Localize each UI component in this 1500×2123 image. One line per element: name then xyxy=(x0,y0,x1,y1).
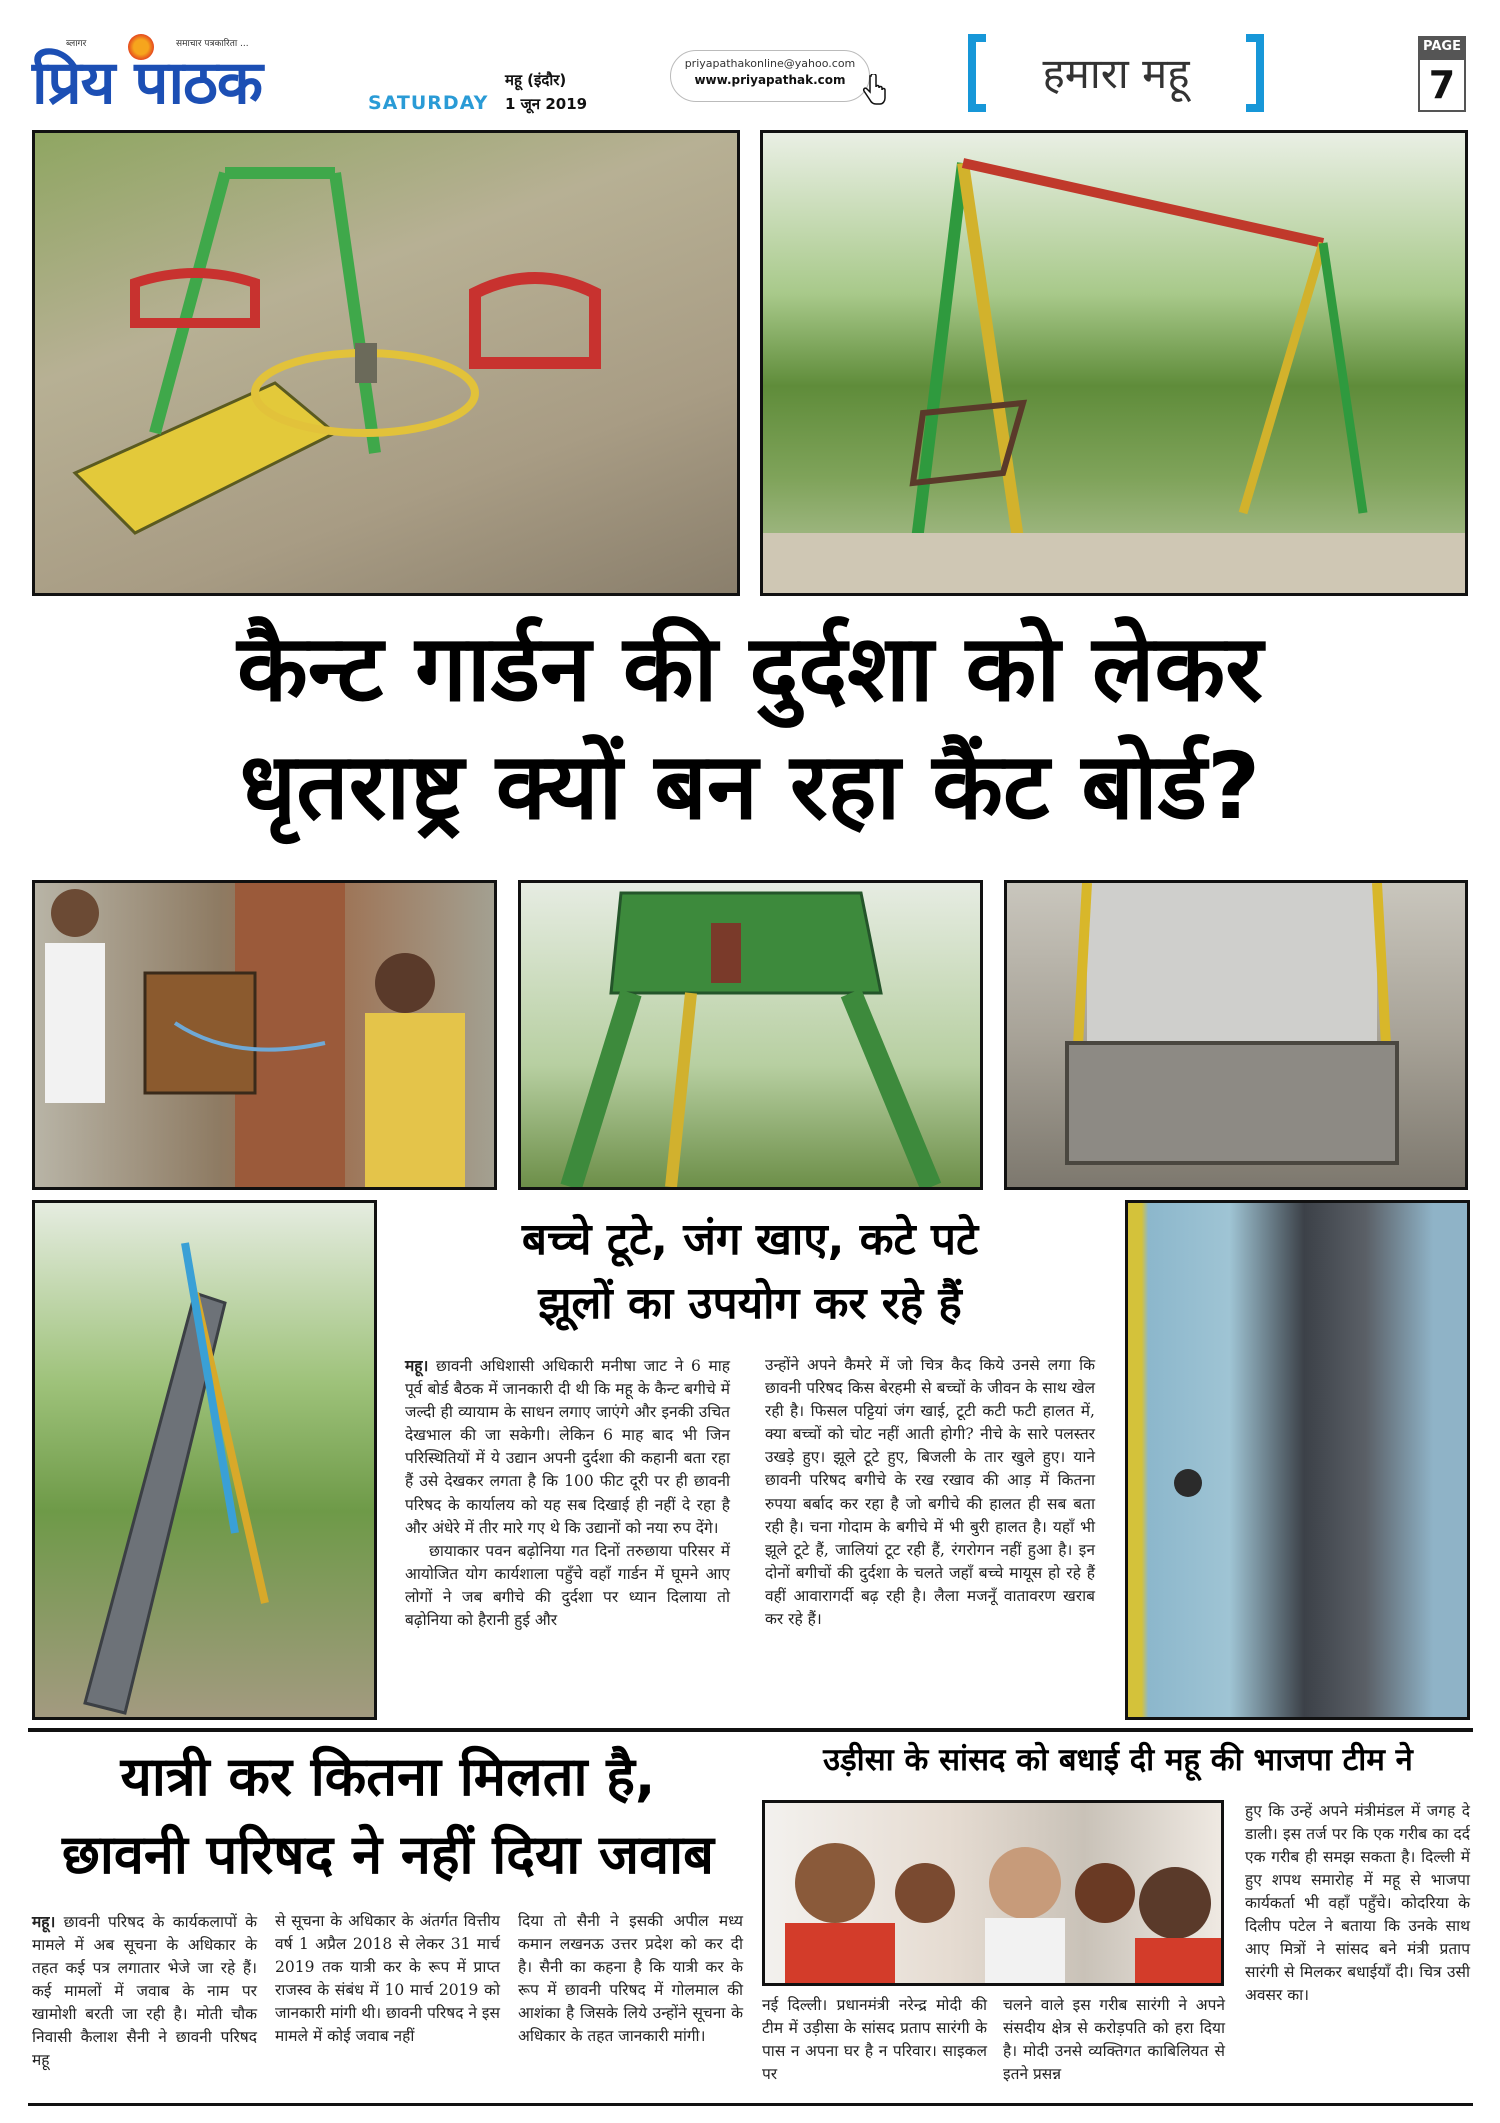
story1-headline xyxy=(400,1208,1100,1336)
photo-broken-merry-go-round xyxy=(32,130,740,596)
edition-date: 1 जून 2019 xyxy=(505,95,588,113)
contact-badge xyxy=(670,50,870,102)
weekday: SATURDAY xyxy=(368,92,489,114)
story2-column-2: से सूचना के अधिकार के अंतर्गत वित्तीय वर्ष 1 अप्रैल 2018 से लेकर 31 मार्च 2019 तक यात्री कर के रूप में प्राप्त राजस्व के संबंध में 10 मार्च 2019 को जानकारी मांगी थी। छावनी परिषद ने इस मामले में कोई जवाब नहीं xyxy=(275,1912,500,2045)
photo-slide-damaged-surface xyxy=(1125,1200,1470,1720)
photo-bjp-team-meeting xyxy=(762,1800,1224,1986)
headline-line-1: कैन्ट गार्डन की दुर्दशा को लेकर xyxy=(237,615,1263,722)
story2-col1-text: छावनी परिषद के कार्यकलापों के मामले में अब सूचना के अधिकार के तहत कई पत्र लगातार भेजे जा रहे हैं। कई मामलों में जवाब के नाम पर खामोशी बरती जा रही है। मोती चौक निवासी कैलाश सैनी ने छावनी परिषद महू xyxy=(32,1913,257,2069)
page-label: PAGE xyxy=(1418,36,1466,58)
story1-headline-line-2: झूलों का उपयोग कर रहे हैं xyxy=(538,1278,962,1329)
newspaper-logo[interactable]: प्रिय पाठक xyxy=(32,48,262,118)
story2-column-1 xyxy=(32,1910,257,2072)
bottom-rule xyxy=(28,2103,1473,2106)
photo-damaged-slide xyxy=(1004,880,1468,1190)
story2-headline-line-2: छावनी परिषद ने नहीं दिया जवाब xyxy=(62,1823,714,1886)
page-number: 7 xyxy=(1418,58,1466,112)
story1-col1-para1: छावनी अधिशासी अधिकारी मनीषा जाट ने 6 माह पूर्व बोर्ड बैठक में जानकारी दी थी कि महू के कैन्ट बगीचे में जल्दी ही व्यायाम के साधन लगाए जाएंगे और इनकी उचित देखभाल की जा सकेगी। लेकिन 6 माह बाद भी जिन परिस्थितियों में ये उद्यान अपनी दुर्दशा की कहानी बता रहा हैं उसे देखकर लगता है कि 100 फीट दूरी पर ही छावनी परिषद के कार्यालय को यह सब दिखाई ही नहीं दे रहा है और अंधेरे में तीर मारे गए थे कि उद्यानों को नया रुप देंगे। xyxy=(405,1357,730,1537)
photo-slide-left xyxy=(32,1200,377,1720)
story1-dateline: महू। xyxy=(405,1356,429,1375)
story2-dateline: महू। xyxy=(32,1912,56,1931)
story1-column-2: उन्होंने अपने कैमरे में जो चित्र कैद किये उनसे लगा कि छावनी परिषद किस बेरहमी से बच्चों के जीवन के साथ खेल रही है। फिसल पट्टियां जंग खाई, टूटी कटी फटी हालत में, क्या बच्चों को चोट नहीं आती होगी? नीचे के सारे पलस्तर उखड़े हुए। झूले टूटे हुए, बिजली के तार खुले हुए। याने छावनी परिषद बगीचे के रख रखाव की आड़ में कितना रुपया बर्बाद कर रहा है जो बगीचे की हालत ही सब बता रही है। चना गोदाम के बगीचे में भी बुरी हालत है। यहाँ भी झूले टूटे हैं, जालियां टूट रही हैं, रंगरोगन नहीं हुआ है। इन दोनों बगीचों की दुर्दशा के चलते जहाँ बच्चे मायूस हो रहे हैं वहीं आवारागर्दी बढ़ रही है। लैला मजनूँ वातावरण खराब कर रहे हैं। xyxy=(765,1356,1095,1629)
section-title: हमारा महू xyxy=(1042,49,1190,98)
bracket-right xyxy=(1246,34,1264,112)
story2-column-3: दिया तो सैनी ने इसकी अपील मध्य कमान लखनऊ उत्तर प्रदेश को कर दी है। सैनी का कहना है कि यात्री कर के रूप में छावनी परिषद में गोलमाल की आशंका है जिसके लिये उन्होंने सूचना के अधिकार के तहत जानकारी मांगी। xyxy=(518,1912,743,2045)
main-headline xyxy=(40,610,1460,846)
story1-headline-line-1: बच्चे टूटे, जंग खाए, कटे पटे xyxy=(521,1214,979,1265)
photo-exposed-wires xyxy=(32,880,497,1190)
logo-tagline-right: समाचार पत्रकारिता ... xyxy=(176,39,249,49)
section-divider xyxy=(28,1728,1473,1732)
contact-email[interactable]: priyapathakonline@yahoo.com xyxy=(684,57,856,70)
headline-line-2: धृतराष्ट्र क्यों बन रहा कैंट बोर्ड? xyxy=(239,733,1261,840)
story2-headline-line-1: यात्री कर कितना मिलता है, xyxy=(120,1745,656,1808)
story1-col1-para2: छायाकार पवन बढ़ोनिया गत दिनों तरुछाया परिसर में आयोजित योग कार्यशाला पहुँचे वहाँ गार्डन में घूमने आए लोगों ने जब बगीचे की दुर्दशा पर ध्यान दिलाया तो बढ़ोनिया को हैरानी हुई और xyxy=(405,1541,730,1630)
pointing-hand-icon xyxy=(862,74,886,108)
photo-rusted-swing-frame xyxy=(518,880,983,1190)
logo-tagline-left: ब्लागर xyxy=(66,39,87,49)
story3-column-3: हुए कि उन्हें अपने मंत्रीमंडल में जगह दे डाली। इस तर्ज पर कि एक गरीब का दर्द एक गरीब ही समझ सकता है। दिल्ली में हुए शपथ समारोह में महू से भाजपा कार्यकर्ता भी वहाँ पहुँचे। कोदरिया के दिलीप पटेल ने बताया कि उनके साथ आए मित्रों ने सांसद बने मंत्री प्रताप सारंगी से मिलकर बधाईयाँ दी। चित्र उसी अवसर का। xyxy=(1245,1802,1470,2004)
section-header xyxy=(968,34,1264,112)
story2-headline xyxy=(28,1738,748,1894)
story1-column-1 xyxy=(405,1354,730,1632)
contact-website[interactable]: www.priyapathak.com xyxy=(694,73,846,87)
story3-column-2: चलने वाले इस गरीब सारंगी ने अपने संसदीय क्षेत्र से करोड़पति को हरा दिया है। मोदी उनसे व्यक्तिगत काबिलियत से इतने प्रसन्न xyxy=(1003,1996,1225,2083)
edition-place: महू (इंदौर) xyxy=(505,71,567,89)
photo-broken-swing xyxy=(760,130,1468,596)
story3-headline: उड़ीसा के सांसद को बधाई दी महू की भाजपा टीम ने xyxy=(823,1742,1413,1778)
story3-column-1: नई दिल्ली। प्रधानमंत्री नरेन्द्र मोदी की टीम में उड़ीसा के सांसद प्रताप सारंगी के पास न अपना घर है न परिवार। साइकल पर xyxy=(762,1996,987,2083)
